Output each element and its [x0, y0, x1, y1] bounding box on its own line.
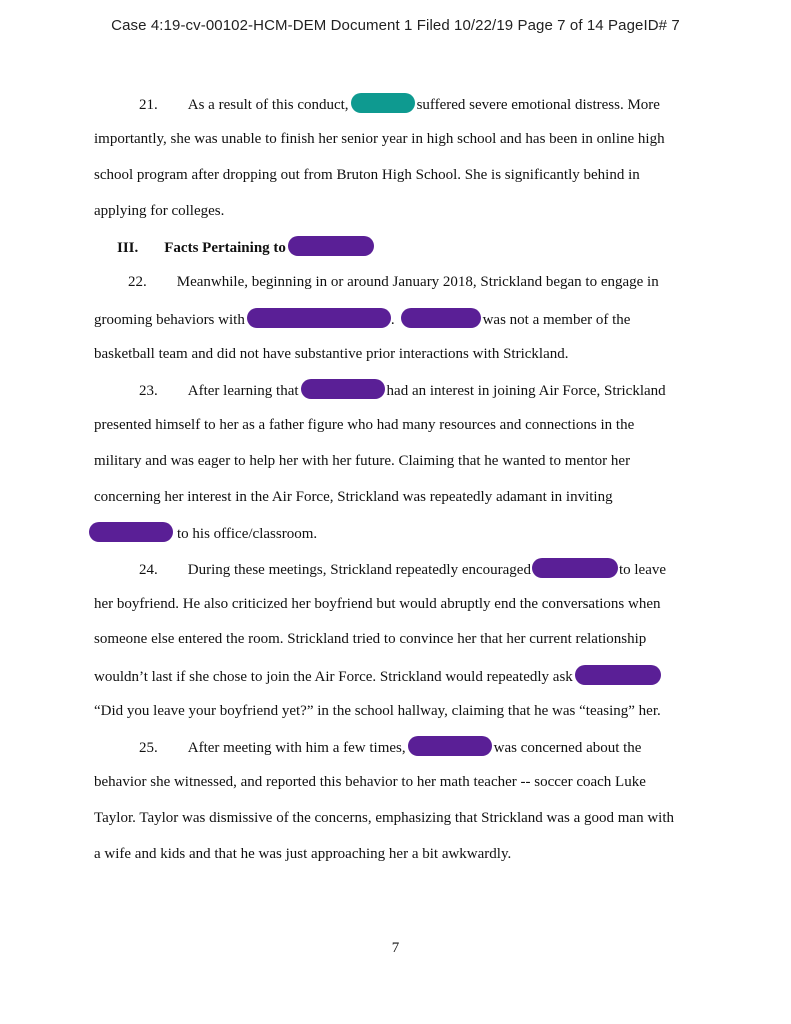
text: After learning that	[187, 383, 299, 399]
text: was not a member of the	[482, 312, 631, 328]
paragraph-24-line-1	[139, 558, 666, 580]
redaction-mark	[401, 308, 481, 328]
redaction-mark	[575, 665, 661, 685]
page-number: 7	[391, 940, 400, 956]
paragraph-25-line-1	[139, 736, 641, 758]
text: suffered severe emotional distress. More	[416, 97, 660, 113]
paragraph-25-line-4: a wife and kids and that he was just approaching her a bit awkwardly.	[94, 846, 512, 862]
text: was concerned about the	[493, 740, 642, 756]
text: As a result of this conduct,	[187, 97, 349, 113]
paragraph-24-line-5: “Did you leave your boyfriend yet?” in the school hallway, claiming that he was “teasing” her.	[94, 703, 661, 719]
redaction-mark	[288, 236, 374, 256]
redaction-mark	[301, 379, 385, 399]
paragraph-number: 24.	[139, 562, 158, 578]
paragraph-number: 25.	[139, 740, 158, 756]
redaction-mark	[247, 308, 391, 328]
paragraph-25-line-3: Taylor. Taylor was dismissive of the concerns, emphasizing that Strickland was a good man with	[94, 810, 675, 826]
text: After meeting with him a few times,	[187, 740, 406, 756]
redaction-mark	[532, 558, 618, 578]
section-title: Facts Pertaining to	[164, 240, 286, 256]
case-header: Case 4:19-cv-00102-HCM-DEM Document 1 Filed 10/22/19 Page 7 of 14 PageID# 7	[111, 17, 680, 34]
paragraph-22-line-2	[94, 308, 630, 330]
redaction-mark	[351, 93, 415, 113]
paragraph-21-line-1	[139, 93, 660, 115]
text: grooming behaviors with	[94, 312, 245, 328]
paragraph-number: 22.	[128, 274, 147, 290]
text: .	[390, 312, 395, 328]
text: wouldn’t last if she chose to join the Air Force. Strickland would repeatedly ask	[94, 669, 573, 685]
paragraph-number: 21.	[139, 97, 158, 113]
paragraph-23-line-1	[139, 379, 666, 401]
paragraph-23-line-5	[89, 522, 317, 544]
paragraph-22-line-3: basketball team and did not have substantive prior interactions with Strickland.	[94, 346, 569, 362]
paragraph-25-line-2: behavior she witnessed, and reported this behavior to her math teacher -- soccer coach Luke	[94, 774, 646, 790]
paragraph-21-line-3: school program after dropping out from Bruton High School. She is significantly behind in	[94, 167, 640, 183]
paragraph-21-line-2: importantly, she was unable to finish her senior year in high school and has been in online high	[94, 131, 665, 147]
paragraph-23-line-3: military and was eager to help her with her future. Claiming that he wanted to mentor her	[94, 453, 631, 469]
paragraph-23-line-4: concerning her interest in the Air Force, Strickland was repeatedly adamant in inviting	[94, 489, 613, 505]
section-number: III.	[117, 240, 139, 256]
paragraph-22-line-1	[128, 272, 659, 292]
paragraph-21-line-4: applying for colleges.	[94, 203, 225, 219]
paragraph-23-line-2: presented himself to her as a father figure who had many resources and connections in the	[94, 417, 635, 433]
text: to leave	[618, 562, 667, 578]
section-heading	[117, 236, 374, 258]
paragraph-24-line-4	[94, 665, 661, 687]
paragraph-24-line-2: her boyfriend. He also criticized her boyfriend but would abruptly end the conversations when	[94, 596, 661, 612]
text: to his office/classroom.	[177, 526, 318, 542]
text: had an interest in joining Air Force, Strickland	[386, 383, 666, 399]
redaction-mark	[89, 522, 173, 542]
redaction-mark	[408, 736, 492, 756]
paragraph-24-line-3: someone else entered the room. Strickland tried to convince her that her current relationship	[94, 631, 647, 647]
text: Meanwhile, beginning in or around January 2018, Strickland began to engage in	[176, 274, 659, 290]
paragraph-number: 23.	[139, 383, 158, 399]
text: During these meetings, Strickland repeatedly encouraged	[187, 562, 531, 578]
